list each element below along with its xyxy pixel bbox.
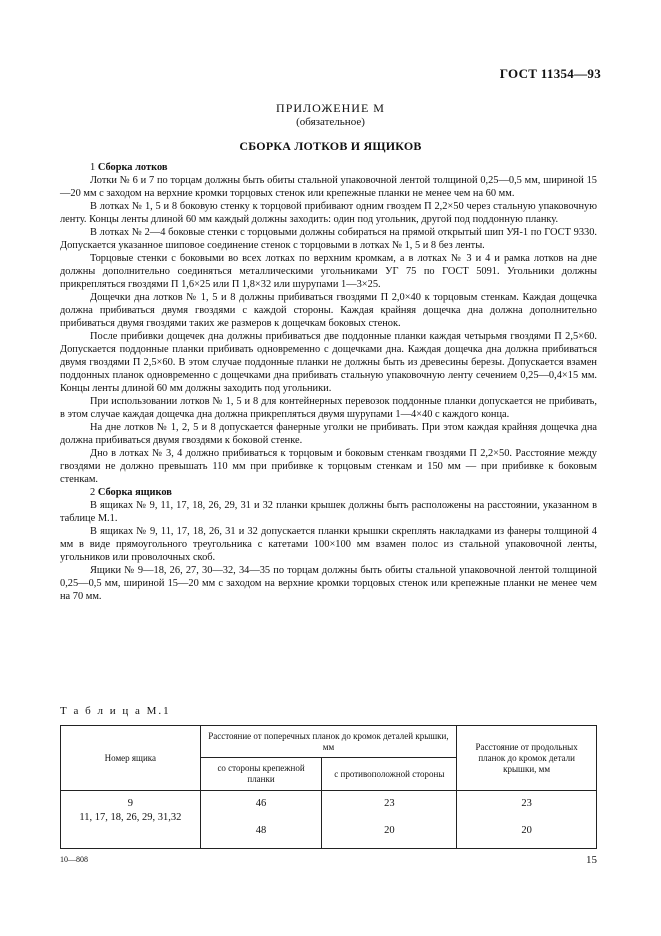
print-code: 10—808 bbox=[60, 855, 88, 864]
section-1-title: Сборка лотков bbox=[97, 162, 168, 173]
paragraph: Ящики № 9—18, 26, 27, 30—32, 34—35 по торцам должны быть обиты стальной упаковочной лентой толщиной 0,25—0,5 мм, шириной 15—20 мм с заходом на верхние кромки торцовых стенок или крепежные планки не менее чем на 70 мм. bbox=[60, 565, 597, 602]
appendix-subtitle: (обязательное) bbox=[296, 116, 365, 128]
paragraph: На дне лотков № 1, 2, 5 и 8 допускается фанерные уголки не прибивать. При этом каждая крайняя дощечка дна должна прибиваться двумя гвоздями к боковой стенке. bbox=[60, 422, 597, 446]
table-cell-fastening bbox=[200, 791, 322, 849]
section-2-title: Сборка ящиков bbox=[97, 487, 172, 498]
header-long-distance: Расстояние от продольных планок до кромок детали крышки, мм bbox=[457, 726, 597, 791]
section-1-number: 1 bbox=[90, 162, 96, 173]
header-cross-distance: Расстояние от поперечных планок до кромок деталей крышки, мм bbox=[200, 726, 457, 758]
header-cross-opposite-side: с противоположной стороны bbox=[322, 758, 457, 791]
page-number: 15 bbox=[586, 854, 597, 866]
appendix-title: ПРИЛОЖЕНИЕ М bbox=[276, 101, 385, 115]
standard-number: ГОСТ 11354—93 bbox=[499, 66, 601, 81]
box-number: 9 bbox=[127, 798, 133, 809]
value: 20 bbox=[384, 824, 395, 836]
table-cell-longitudinal bbox=[457, 791, 597, 849]
value: 48 bbox=[255, 824, 267, 836]
value: 23 bbox=[384, 798, 395, 809]
paragraph: Лотки № 6 и 7 по торцам должны быть обиты стальной упаковочной лентой толщиной 0,25—0,5 мм, шириной 15—20 мм с заходом на верхние кромки торцовых стенок или крепежные планки не менее чем на 60 мм. bbox=[60, 175, 597, 199]
header-cross-fastening-side: со стороны крепежной планки bbox=[200, 758, 322, 791]
value: 46 bbox=[255, 798, 267, 809]
paragraph: В ящиках № 9, 11, 17, 18, 26, 31 и 32 допускается планки крышки скреплять накладками из фанеры толщиной 4 мм в виде прямоугольного треугольника с катетами 100×100 мм взамен полос из стальной упаковочной ленты, угольников или проволочных скоб. bbox=[60, 526, 597, 563]
table-cell-box bbox=[61, 791, 201, 849]
paragraph: Торцовые стенки с боковыми во всех лотках по верхним кромкам, а в лотках № 3 и 4 и рамка лотков на дне должны дополнительно соединяться металлическими угольниками УГ 75 по ГОСТ 5091. Угольники должны прикрепляться гвоздями П 1,6×25 или П 1,8×32 или шурупами 1—3×25. bbox=[60, 253, 597, 290]
paragraph: Дно в лотках № 3, 4 должно прибиваться к торцовым и боковым стенкам гвоздями П 2,2×50. Расстояние между гвоздями не должно превышать 110 мм при прибивке к торцовым стенкам и 150 мм — при прибивке к боковым стенкам. bbox=[60, 448, 597, 485]
table-cell-opposite bbox=[322, 791, 457, 849]
paragraph: В лотках № 2—4 боковые стенки с торцовыми должны собираться на прямой открытый шип УЯ-1 по ГОСТ 9330. Допускается указанное шиповое соединение стенок с торцовыми в лотках № 1, 5 и 8 без ленты. bbox=[60, 227, 597, 251]
section-2-heading bbox=[60, 486, 597, 499]
value: 23 bbox=[521, 798, 532, 809]
paragraph: В лотках № 1, 5 и 8 боковую стенку к торцовой прибивают одним гвоздем П 2,2×50 через стальную упаковочную ленту. Концы ленты длиной 60 мм каждый должны заходить: один под угольник, другой под поддонную планку. bbox=[60, 201, 597, 225]
table-caption: Т а б л и ц а М.1 bbox=[60, 705, 171, 717]
table-m1 bbox=[60, 725, 597, 849]
document-body bbox=[60, 161, 597, 603]
box-number: 11, 17, 18, 26, 29, 31,32 bbox=[79, 811, 182, 823]
paragraph: Дощечки дна лотков № 1, 5 и 8 должны прибиваться гвоздями П 2,0×40 к торцовым стенкам. Каждая дощечка должна прибиваться двумя гвоздями с каждой стороны. Каждая крайняя дощечка дна должна дополнительно прибиваться двумя гвоздями таких же размеров к дощечкам боковых стенок. bbox=[60, 292, 597, 329]
paragraph: В ящиках № 9, 11, 17, 18, 26, 29, 31 и 32 планки крышек должны быть расположены на расстоянии, указанном в таблице М.1. bbox=[60, 500, 597, 524]
paragraph: После прибивки дощечек дна должны прибиваться две поддонные планки каждая четырьмя гвоздями П 2,5×60. Допускается поддонные планки прибивать одновременно с дощечками дна. Каждая дощечка дна должна прибиваться двумя гвоздями П 2,5×60. В этом случае поддонные планки не должны быть из древесины березы. Допускается взамен поддонных планок одновременно с дощечками дна прибивать стальную упаковочную ленту сечением 0,25—0,4×15 мм. Концы ленты длиной 60 мм должны заходить под угольники. bbox=[60, 331, 597, 394]
paragraph: При использовании лотков № 1, 5 и 8 для контейнерных перевозок поддонные планки допускается не прибивать, в этом случае каждая дощечка дна должна прикрепляться двумя шурупами 1—4×40 с каждого конца. bbox=[60, 396, 597, 420]
value: 20 bbox=[521, 824, 532, 836]
appendix-heading: СБОРКА ЛОТКОВ И ЯЩИКОВ bbox=[239, 139, 422, 153]
section-2-number: 2 bbox=[90, 487, 96, 498]
header-box-number: Номер ящика bbox=[61, 726, 201, 791]
section-1-heading bbox=[60, 161, 597, 174]
